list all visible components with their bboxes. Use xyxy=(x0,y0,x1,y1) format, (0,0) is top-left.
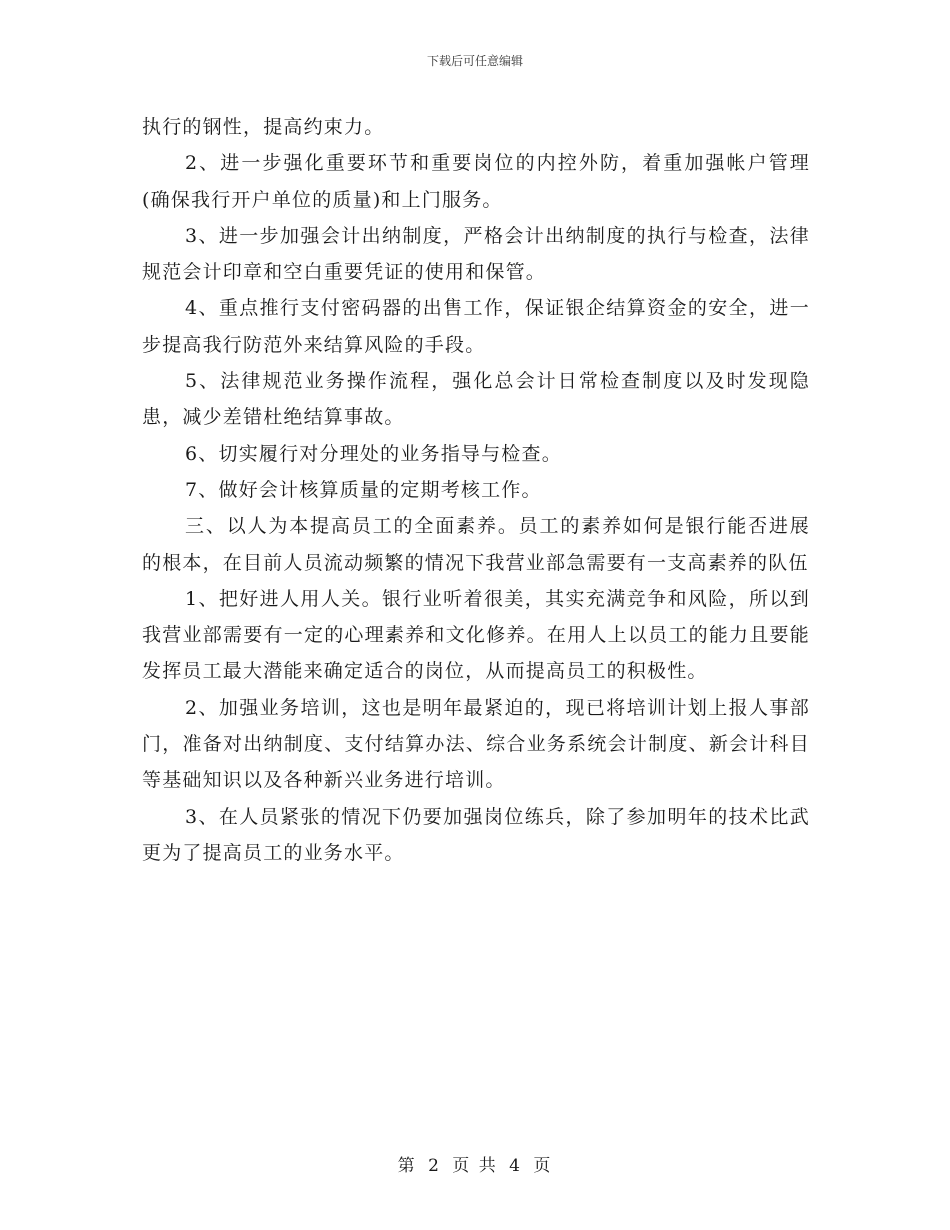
paragraph-item-5: 5、法律规范业务操作流程，强化总会计日常检查制度以及时发现隐患，减少差错杜绝结算事故。 xyxy=(142,370,810,429)
page-footer xyxy=(0,1155,950,1177)
paragraph-item-4: 4、重点推行支付密码器的出售工作，保证银企结算资金的安全，进一步提高我行防范外来结算风险的手段。 xyxy=(142,297,810,356)
paragraph-item-3: 3、进一步加强会计出纳制度，严格会计出纳制度的执行与检查，法律规范会计印章和空白重要凭证的使用和保管。 xyxy=(142,224,810,284)
section-heading-three: 三、以人为本提高员工的全面素养。员工的素养如何是银行能否进展的根本，在目前人员流动频繁的情况下我营业部急需要有一支高素养的队伍 xyxy=(142,515,810,574)
paragraph-section3-item-3: 3、在人员紧张的情况下仍要加强岗位练兵，除了参加明年的技术比武更为了提高员工的业务水平。 xyxy=(142,805,810,864)
footer-middle: 页 共 xyxy=(452,1156,498,1176)
footer-total-pages: 4 xyxy=(509,1156,522,1176)
document-body xyxy=(142,109,810,871)
footer-suffix: 页 xyxy=(533,1156,553,1176)
footer-prefix: 第 xyxy=(397,1156,417,1176)
footer-current-page: 2 xyxy=(428,1156,441,1176)
paragraph-item-6: 6、切实履行对分理处的业务指导与检查。 xyxy=(185,442,562,465)
paragraph-section3-item-2: 2、加强业务培训，这也是明年最紧迫的，现已将培训计划上报人事部门，准备对出纳制度、支付结算办法、综合业务系统会计制度、新会计科目等基础知识以及各种新兴业务进行培训。 xyxy=(142,696,810,792)
page-header: 下载后可任意编辑 xyxy=(426,54,523,68)
paragraph-item-7: 7、做好会计核算质量的定期考核工作。 xyxy=(185,478,542,501)
paragraph-continuation: 执行的钢性，提高约束力。 xyxy=(142,116,385,138)
paragraph-section3-item-1: 1、把好进人用人关。银行业听着很美，其实充满竞争和风险，所以到我营业部需要有一定的心理素养和文化修养。在用人上以员工的能力且要能发挥员工最大潜能来确定适合的岗位，从而提高员工的积极性。 xyxy=(142,587,810,683)
paragraph-item-2: 2、进一步强化重要环节和重要岗位的内控外防，着重加强帐户管理(确保我行开户单位的质量)和上门服务。 xyxy=(142,152,810,211)
